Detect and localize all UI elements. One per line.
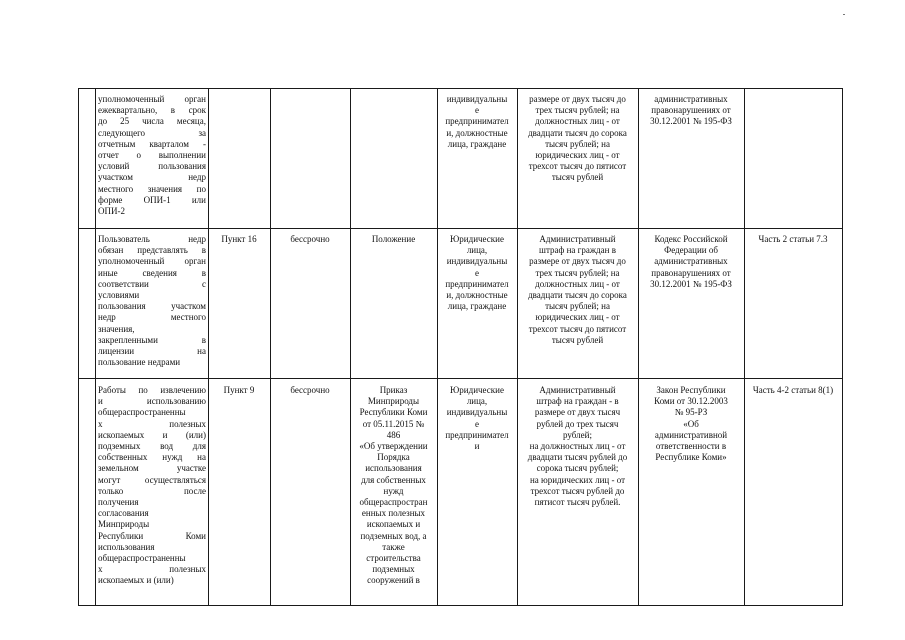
cell-text-line: сорока тысяч рублей; [536,463,619,474]
cell-article [746,234,840,245]
cell-text-line: Республики Коми [98,530,206,541]
cell-code [640,234,742,290]
cell-text-line: юридических лиц - от [535,150,620,161]
cell-text-line: штраф на граждан в [539,245,616,256]
table-border-top [78,88,843,89]
cell-text-line: предпринимател [445,278,509,289]
cell-text-line: также [382,541,405,552]
cell-text-line: административных [654,94,728,104]
cell-term [272,385,348,396]
cell-penalty [519,385,636,508]
cell-text-line: Часть 4-2 статьи 8(1) [752,385,834,395]
cell-text-line: бессрочно [290,234,330,244]
cell-text-line: ископаемых и [366,519,421,530]
cell-text-line: Часть 2 статьи 7.3 [758,234,828,244]
cell-text-line: пятисот тысяч рублей. [534,497,621,508]
column-divider [95,88,96,606]
cell-act [352,385,435,587]
cell-act [352,234,435,245]
column-divider [437,88,438,606]
cell-text-line: на должностных лиц - от [529,441,626,452]
cell-text-line: Положение [371,234,416,244]
cell-text-line: сооружений в [367,575,420,586]
cell-text-line: получения [98,497,139,508]
cell-point [210,385,268,396]
cell-text-line: 30.12.2001 № 195-ФЗ [650,278,732,289]
cell-text-line: Республике Коми» [655,452,727,463]
cell-text-line: е [475,105,479,116]
cell-requirement [98,94,206,217]
cell-text-line: административных [654,256,728,267]
cell-text-line: уполномоченный орган [98,94,206,104]
cell-text-line: индивидуальны [446,94,508,104]
cell-text-line: Коми от 30.12.2003 [654,396,728,407]
cell-text-line: Закон Республики [656,385,726,395]
cell-text-line: только после [98,485,206,496]
cell-text-line: ископаемых и (или) [98,575,174,586]
cell-text-line: уполномоченный орган [98,256,206,267]
cell-text-line: общераспространенны [98,407,186,418]
cell-text-line: Кодекс Российской [654,234,728,244]
cell-text-line: «Об утверждении [359,441,428,452]
table-border-bottom [78,605,843,606]
cell-text-line: иные сведения в [98,267,206,278]
column-divider [208,88,209,606]
scan-speck [843,14,845,15]
cell-text-line: Административный [539,385,616,395]
cell-text-line: размере от двух тысяч до [529,256,626,267]
column-divider [270,88,271,606]
cell-text-line: размере от двух тысяч до [529,94,626,104]
cell-text-line: предпринимател [445,116,509,127]
cell-text-line: рублей до трех тысяч [536,418,619,429]
cell-text-line: ежеквартально, в срок [98,105,206,116]
cell-text-line: трех тысяч рублей; на [535,267,620,278]
cell-text-line: Федерации об [664,245,718,256]
cell-text-line: подземных вод, а [360,530,427,541]
cell-text-line: до 25 числа месяца, [98,116,206,127]
table-border-left [78,88,79,606]
cell-term [272,234,348,245]
cell-text-line: индивидуальны [446,256,508,267]
cell-text-line: должностных лиц - от [535,278,620,289]
cell-subjects [439,234,515,312]
cell-text-line: трехсот тысяч до пятисот [528,323,627,334]
cell-text-line: Пункт 16 [221,234,257,244]
cell-text-line: лица, граждане [447,138,507,149]
cell-text-line: нужд [383,485,404,496]
column-divider [517,88,518,606]
cell-text-line: Минприроды [98,519,150,530]
cell-text-line: 486 [386,429,401,440]
cell-article [746,385,840,396]
cell-text-line: отчет о выполнении [98,150,206,161]
cell-text-line: должностных лиц - от [535,116,620,127]
cell-text-line: «Об [683,418,699,429]
cell-text-line: размере от двух тысяч [534,407,621,418]
cell-text-line: предпринимател [445,429,509,440]
cell-text-line: № 95-РЗ [674,407,708,418]
table-border-right [842,88,843,606]
row-divider [78,228,843,229]
cell-text-line: рублей; [563,429,592,440]
cell-text-line: е [475,418,479,429]
cell-text-line: Административный [539,234,616,244]
cell-text-line: использования [98,541,155,552]
cell-text-line: х полезных [98,418,206,429]
column-divider [638,88,639,606]
cell-text-line: следующего за [98,127,206,138]
cell-text-line: для собственных [361,474,426,485]
cell-text-line: двадцати тысяч до сорока [528,290,627,301]
cell-text-line: условий пользования [98,161,206,172]
cell-text-line: Минприроды [367,396,420,407]
cell-text-line: Пользователь недр [98,234,206,244]
cell-text-line: участком недр [98,172,206,183]
cell-requirement [98,385,206,587]
cell-text-line: ОПИ-2 [98,206,125,217]
cell-text-line: земельном участке [98,463,206,474]
cell-text-line: местного значения по [98,183,206,194]
cell-code [640,94,742,128]
cell-text-line: и, должностные [446,290,508,301]
column-divider [744,88,745,606]
cell-text-line: согласования [98,508,149,519]
cell-text-line: двадцати тысяч рублей до [527,452,628,463]
cell-text-line: и [474,441,480,452]
cell-text-line: трехсот тысяч рублей до [530,485,625,496]
cell-text-line: трехсот тысяч до пятисот [528,161,627,172]
cell-penalty [519,234,636,346]
cell-text-line: Порядка [377,452,410,463]
cell-subjects [439,385,515,452]
cell-text-line: бессрочно [290,385,330,395]
cell-code [640,385,742,463]
cell-text-line: пользование недрами [98,357,181,368]
cell-text-line: индивидуальны [446,407,508,418]
cell-text-line: обязан представлять в [98,245,206,256]
cell-text-line: лица, [466,396,488,407]
cell-penalty [519,94,636,184]
cell-subjects [439,94,515,150]
cell-text-line: отчетным кварталом - [98,138,206,149]
column-divider [350,88,351,606]
cell-text-line: строительства [366,553,421,564]
cell-text-line: общераспростран [359,497,428,508]
cell-text-line: подземных [372,564,415,575]
cell-text-line: тысяч рублей; на [545,138,610,149]
cell-text-line: соответствии с [98,278,206,289]
cell-text-line: пользования участком [98,301,206,312]
cell-text-line: правонарушениях от [651,267,731,278]
cell-text-line: Работы по извлечению [98,385,206,395]
cell-point [210,234,268,245]
cell-text-line: юридических лиц - от [535,312,620,323]
cell-text-line: закрепленными в [98,334,206,345]
cell-text-line: недр местного [98,312,206,323]
cell-text-line: и, должностные [446,127,508,138]
cell-text-line: Юридические [450,385,504,395]
requirements-table [78,88,843,606]
cell-text-line: лица, граждане [447,301,507,312]
cell-text-line: Пункт 9 [223,385,255,395]
cell-text-line: тысяч рублей [551,172,604,183]
cell-text-line: лицензии на [98,346,206,357]
cell-text-line: правонарушениях от [651,105,731,116]
cell-text-line: 30.12.2001 № 195-ФЗ [650,116,732,127]
cell-text-line: ответственности в [655,441,727,452]
cell-text-line: собственных нужд на [98,452,206,463]
cell-text-line: общераспространенны [98,553,186,564]
cell-text-line: и использованию [98,396,206,407]
cell-text-line: использования [365,463,422,474]
cell-text-line: от 05.11.2015 № [362,418,425,429]
row-divider [78,378,843,379]
cell-text-line: енных полезных [361,508,426,519]
cell-text-line: административной [654,429,728,440]
cell-text-line: ископаемых и (или) [98,429,206,440]
cell-text-line: значения, [98,323,135,334]
cell-text-line: лица, [466,245,488,256]
cell-text-line: Приказ [379,385,408,395]
cell-text-line: Юридические [450,234,504,244]
cell-text-line: на юридических лиц - от [529,474,626,485]
cell-text-line: условиями [98,290,140,301]
cell-text-line: тысяч рублей [551,334,604,345]
cell-text-line: подземных вод для [98,441,206,452]
cell-text-line: х полезных [98,564,206,575]
cell-text-line: форме ОПИ-1 или [98,194,206,205]
cell-text-line: Республики Коми [359,407,428,418]
cell-text-line: е [475,267,479,278]
cell-text-line: двадцати тысяч до сорока [528,127,627,138]
cell-text-line: трех тысяч рублей; на [535,105,620,116]
cell-text-line: могут осуществляться [98,474,206,485]
cell-text-line: тысяч рублей; на [545,301,610,312]
cell-requirement [98,234,206,368]
cell-text-line: штраф на граждан - в [536,396,619,407]
